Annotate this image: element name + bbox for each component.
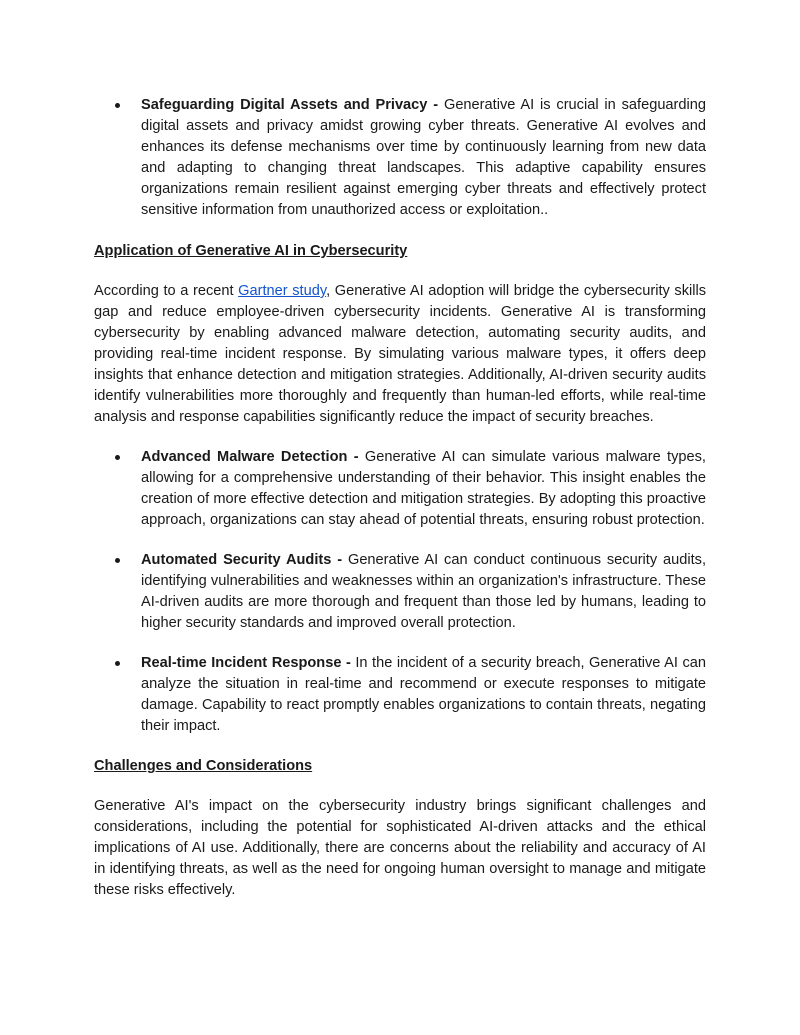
- gartner-study-link[interactable]: Gartner study: [238, 283, 327, 299]
- bullet-text: In the incident of a security breach, Generative AI can analyze the situation in real-time and recommend or execute responses to mitigate damage. Capability to react promptly enables organizations to contain threats, negating their impact.: [141, 655, 706, 734]
- bullet-text: Generative AI can conduct continuous security audits, identifying vulnerabilities and weaknesses within an organization's infrastructure. These AI-driven audits are more thorough and frequent than those led by humans, leading to higher security standards and improved overall protection.: [141, 552, 707, 631]
- paragraph-text: , Generative AI adoption will bridge the cybersecurity skills gap and reduce employee-driven cybersecurity incidents. Generative AI is transforming cybersecurity by enabling advanced malware detection, automating security audits, and providing real-time incident response. By simulating various malware types, it offers deep insights that enhance detection and mitigation strategies. Additionally, AI-driven security audits identify vulnerabilities more thoroughly and frequently than human-led efforts, while real-time analysis and response capabilities significantly reduce the impact of security breaches.: [94, 283, 707, 425]
- list-item: [94, 550, 706, 634]
- challenges-paragraph: Generative AI's impact on the cybersecurity industry brings significant challenges and considerations, including the potential for sophisticated AI-driven attacks and the ethical implications of AI use. Additionally, there are concerns about the reliability and accuracy of AI in identifying threats, as well as the need for ongoing human oversight to manage and mitigate these risks effectively.: [94, 798, 706, 898]
- bullet-term: Automated Security Audits -: [141, 552, 343, 568]
- bullet-list-applications: [94, 447, 706, 737]
- bullet-dot-icon: [115, 455, 120, 460]
- list-spacer: [94, 634, 706, 653]
- application-paragraph: [94, 281, 706, 428]
- bullet-term: Real-time Incident Response -: [141, 655, 351, 671]
- paragraph-text: According to a recent: [94, 283, 239, 299]
- list-item: [94, 653, 706, 737]
- section-heading-challenges: Challenges and Considerations: [94, 758, 313, 774]
- list-item: [94, 95, 706, 221]
- bullet-term: Advanced Malware Detection -: [141, 449, 359, 465]
- list-spacer: [94, 531, 706, 550]
- bullet-list-intro: [94, 95, 706, 221]
- document-page: [94, 95, 706, 901]
- bullet-dot-icon: [115, 661, 120, 666]
- bullet-text: Generative AI is crucial in safeguarding digital assets and privacy amidst growing cyber threats. Generative AI evolves and enhances its defense mechanisms over time by continuously learning from new data and adapting to changing threat landscapes. This adaptive capability ensures organizations remain resilient against emerging cyber threats and effectively protect sensitive information from unauthorized access or exploitation..: [141, 97, 706, 218]
- section-heading-application: Application of Generative AI in Cybersecurity: [94, 243, 408, 259]
- bullet-dot-icon: [115, 103, 120, 108]
- bullet-term: Safeguarding Digital Assets and Privacy -: [141, 97, 439, 113]
- list-item: [94, 447, 706, 531]
- bullet-dot-icon: [115, 558, 120, 563]
- bullet-text: Generative AI can simulate various malware types, allowing for a comprehensive understanding of their behavior. This insight enables the creation of more effective detection and mitigation strategies. By adopting this proactive approach, organizations can stay ahead of potential threats, ensuring robust protection.: [141, 449, 706, 528]
